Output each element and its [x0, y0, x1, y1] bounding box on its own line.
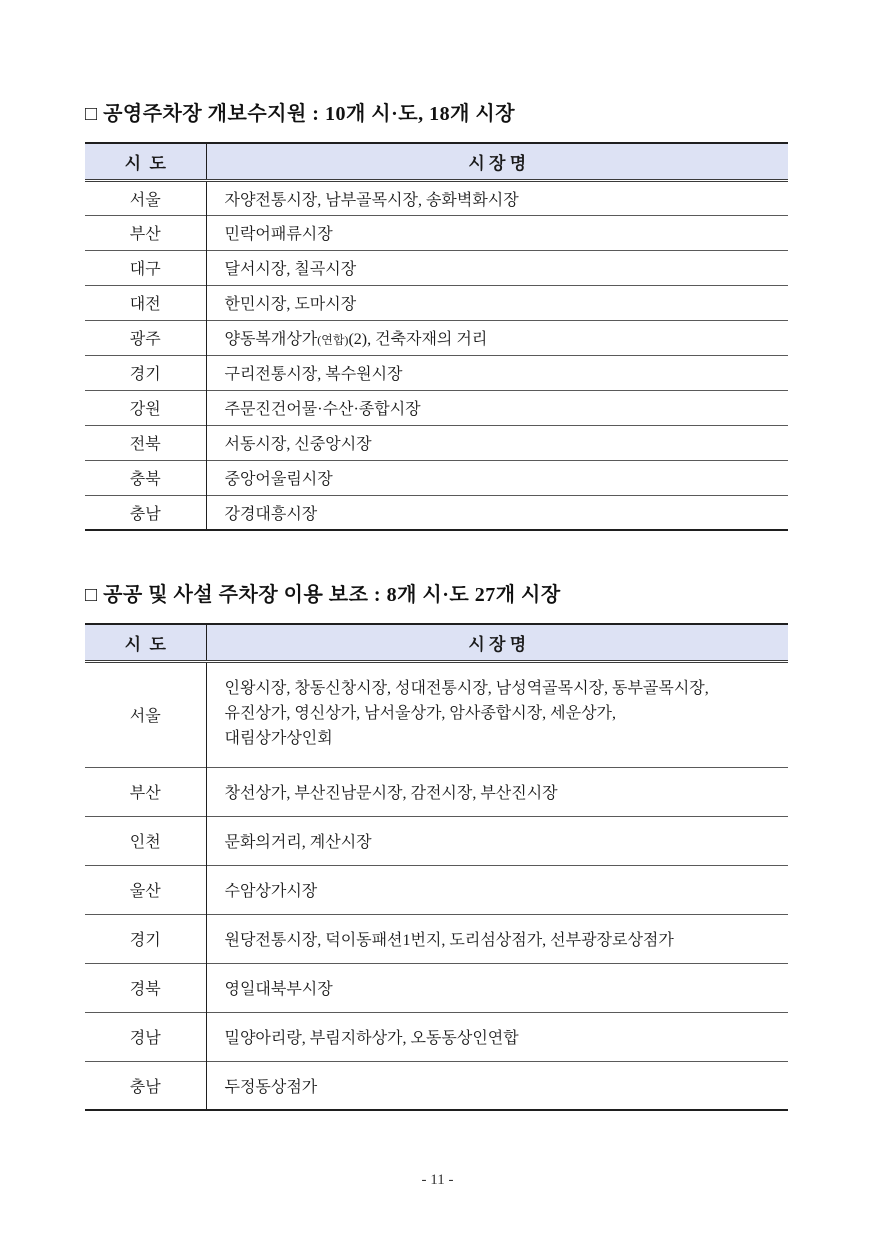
document-content [85, 0, 788, 1111]
table-row [85, 495, 788, 530]
markets-text: (2), 건축자재의 거리 [348, 331, 488, 348]
table-row [85, 180, 788, 215]
markets-text: 양동복개상가 [224, 331, 318, 348]
region-cell: 경기 [85, 914, 206, 963]
table-row [85, 215, 788, 250]
table-row [85, 661, 788, 767]
region-cell: 강원 [85, 390, 206, 425]
region-cell: 충남 [85, 495, 206, 530]
page-number: - 11 - [421, 1172, 454, 1188]
markets-cell: 창선상가, 부산진남문시장, 감전시장, 부산진시장 [206, 767, 788, 816]
markets-cell: 달서시장, 칠곡시장 [206, 250, 788, 285]
section1-table [85, 142, 788, 531]
markets-cell [206, 661, 788, 767]
table-row [85, 285, 788, 320]
markets-cell: 서동시장, 신중앙시장 [206, 425, 788, 460]
region-cell: 대전 [85, 285, 206, 320]
markets-cell: 구리전통시장, 복수원시장 [206, 355, 788, 390]
column-header-region: 시 도 [85, 143, 206, 180]
table-row [85, 914, 788, 963]
markets-line: 인왕시장, 창동신창시장, 성대전통시장, 남성역골목시장, 동부골목시장, [224, 680, 709, 698]
table-row [85, 816, 788, 865]
table-row [85, 767, 788, 816]
column-header-region: 시 도 [85, 624, 206, 661]
markets-cell: 원당전통시장, 덕이동패션1번지, 도리섬상점가, 선부광장로상점가 [206, 914, 788, 963]
region-cell: 서울 [85, 180, 206, 215]
table-header-row [85, 143, 788, 180]
column-header-market-name: 시 장 명 [206, 624, 788, 661]
region-cell: 경기 [85, 355, 206, 390]
markets-cell: 한민시장, 도마시장 [206, 285, 788, 320]
table-row [85, 250, 788, 285]
region-cell: 충남 [85, 1061, 206, 1110]
region-cell: 경북 [85, 963, 206, 1012]
markets-cell: 주문진건어물·수산·종합시장 [206, 390, 788, 425]
markets-cell: 중앙어울림시장 [206, 460, 788, 495]
markets-cell: 밀양아리랑, 부림지하상가, 오동동상인연합 [206, 1012, 788, 1061]
table-row [85, 425, 788, 460]
region-cell: 전북 [85, 425, 206, 460]
region-cell: 경남 [85, 1012, 206, 1061]
region-cell: 대구 [85, 250, 206, 285]
section1-title: □ 공영주차장 개보수지원 : 10개 시·도, 18개 시장 [85, 103, 516, 125]
table-row [85, 865, 788, 914]
markets-line: 대림상가상인회 [224, 729, 333, 747]
table-row [85, 963, 788, 1012]
region-cell: 부산 [85, 767, 206, 816]
table-header-row [85, 624, 788, 661]
markets-cell: 민락어패류시장 [206, 215, 788, 250]
markets-cell: 두정동상점가 [206, 1061, 788, 1110]
markets-cell: 강경대흥시장 [206, 495, 788, 530]
section2-table [85, 623, 788, 1111]
markets-small-text: (연합) [317, 333, 349, 347]
markets-cell: 수암상가시장 [206, 865, 788, 914]
markets-cell: 영일대북부시장 [206, 963, 788, 1012]
region-cell: 울산 [85, 865, 206, 914]
markets-line: 유진상가, 영신상가, 남서울상가, 암사종합시장, 세운상가, [224, 705, 616, 723]
section2-title: □ 공공 및 사설 주차장 이용 보조 : 8개 시·도 27개 시장 [85, 584, 561, 606]
table-row [85, 1061, 788, 1110]
markets-cell: 문화의거리, 계산시장 [206, 816, 788, 865]
table-row [85, 1012, 788, 1061]
region-cell: 서울 [85, 661, 206, 767]
table-row [85, 320, 788, 355]
table-row [85, 355, 788, 390]
markets-cell [206, 320, 788, 355]
table-row [85, 460, 788, 495]
table-row [85, 390, 788, 425]
column-header-market-name: 시 장 명 [206, 143, 788, 180]
region-cell: 충북 [85, 460, 206, 495]
region-cell: 부산 [85, 215, 206, 250]
markets-cell: 자양전통시장, 남부골목시장, 송화벽화시장 [224, 191, 519, 209]
region-cell: 인천 [85, 816, 206, 865]
region-cell: 광주 [85, 320, 206, 355]
